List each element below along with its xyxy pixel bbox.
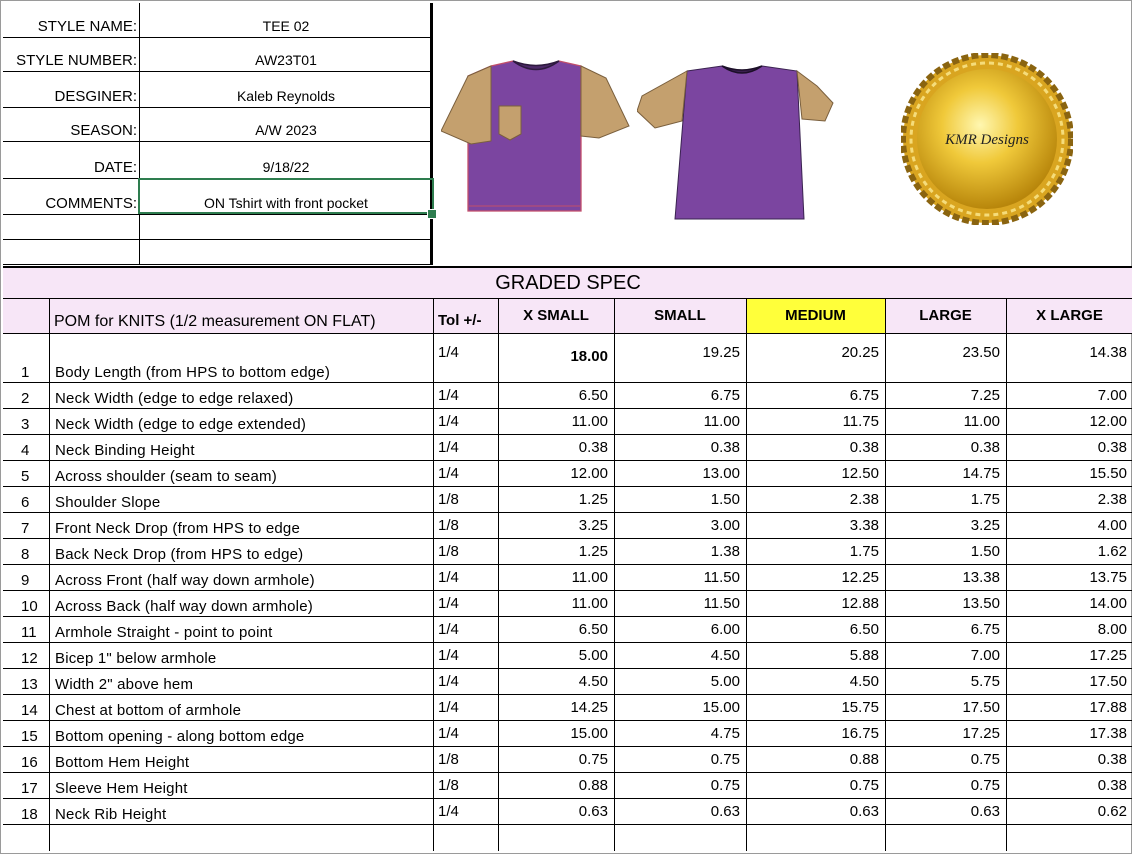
size-value[interactable]: 0.75 <box>970 751 1000 768</box>
size-value[interactable]: 14.00 <box>1089 595 1127 612</box>
pom-description[interactable]: Back Neck Drop (from HPS to edge) <box>55 546 304 563</box>
row-border <box>3 616 1132 617</box>
tolerance-value[interactable]: 1/4 <box>438 344 459 361</box>
info-label: SEASON: <box>70 122 137 139</box>
pom-description[interactable]: Width 2" above hem <box>55 676 194 693</box>
size-value[interactable]: 0.38 <box>1097 751 1127 768</box>
size-value[interactable]: 7.00 <box>1097 387 1127 404</box>
size-value[interactable]: 0.88 <box>849 751 879 768</box>
size-value[interactable]: 3.00 <box>710 517 740 534</box>
size-value[interactable]: 1.25 <box>578 543 608 560</box>
size-value[interactable]: 0.63 <box>849 803 879 820</box>
row-border <box>3 590 1132 591</box>
row-number: 13 <box>21 676 38 693</box>
row-border <box>3 382 1132 383</box>
size-value[interactable]: 17.25 <box>1089 647 1127 664</box>
row-number: 8 <box>21 546 30 563</box>
info-value[interactable]: ON Tshirt with front pocket <box>204 195 368 211</box>
tolerance-value[interactable]: 1/4 <box>438 621 459 638</box>
size-value[interactable]: 4.50 <box>849 673 879 690</box>
pom-description[interactable]: Neck Width (edge to edge extended) <box>55 416 307 433</box>
row-number: 3 <box>21 416 30 433</box>
row-border <box>3 408 1132 409</box>
size-value[interactable]: 18.00 <box>570 348 608 365</box>
size-value[interactable]: 6.50 <box>578 387 608 404</box>
size-value[interactable]: 0.38 <box>970 439 1000 456</box>
size-value[interactable]: 1.38 <box>710 543 740 560</box>
size-header-x-small[interactable]: X SMALL <box>523 307 589 324</box>
column-border <box>498 298 499 851</box>
size-value[interactable]: 13.75 <box>1089 569 1127 586</box>
row-number: 17 <box>21 780 38 797</box>
size-value[interactable]: 6.50 <box>849 621 879 638</box>
size-value[interactable]: 12.00 <box>570 465 608 482</box>
row-border <box>3 642 1132 643</box>
size-value[interactable]: 2.38 <box>1097 491 1127 508</box>
row-border <box>3 720 1132 721</box>
pom-description[interactable]: Front Neck Drop (from HPS to edge <box>55 520 301 537</box>
info-value[interactable]: TEE 02 <box>262 18 310 34</box>
size-value[interactable]: 17.25 <box>962 725 1000 742</box>
info-label: DESGINER: <box>54 88 137 105</box>
row-number: 15 <box>21 728 38 745</box>
pom-description[interactable]: Across shoulder (seam to seam) <box>55 468 277 485</box>
size-value[interactable]: 0.63 <box>578 803 608 820</box>
size-value[interactable]: 8.00 <box>1097 621 1127 638</box>
row-number: 2 <box>21 390 30 407</box>
row-border <box>3 694 1132 695</box>
size-value[interactable]: 12.88 <box>841 595 879 612</box>
size-value[interactable]: 4.50 <box>710 647 740 664</box>
pom-description[interactable]: Neck Binding Height <box>55 442 195 459</box>
tolerance-value[interactable]: 1/4 <box>438 699 459 716</box>
size-value[interactable]: 16.75 <box>841 725 879 742</box>
info-label: COMMENTS: <box>45 195 137 212</box>
size-value[interactable]: 0.75 <box>578 751 608 768</box>
size-value[interactable]: 0.75 <box>970 777 1000 794</box>
pom-header[interactable]: POM for KNITS (1/2 measurement ON FLAT) <box>54 313 376 330</box>
size-value[interactable]: 5.88 <box>849 647 879 664</box>
size-value[interactable]: 1.50 <box>970 543 1000 560</box>
size-value[interactable]: 5.00 <box>710 673 740 690</box>
size-value[interactable]: 17.50 <box>962 699 1000 716</box>
row-number: 12 <box>21 650 38 667</box>
tolerance-value[interactable]: 1/4 <box>438 803 459 820</box>
row-number: 1 <box>21 364 30 381</box>
size-value[interactable]: 3.25 <box>578 517 608 534</box>
info-row <box>3 3 431 38</box>
size-value[interactable]: 0.75 <box>710 777 740 794</box>
size-value[interactable]: 4.00 <box>1097 517 1127 534</box>
size-value[interactable]: 13.00 <box>702 465 740 482</box>
pom-description[interactable]: Bicep 1" below armhole <box>55 650 217 667</box>
info-row <box>3 108 431 142</box>
size-value[interactable]: 1.75 <box>849 543 879 560</box>
info-label: STYLE NUMBER: <box>16 52 137 69</box>
tolerance-value[interactable]: 1/8 <box>438 543 459 560</box>
size-value[interactable]: 5.00 <box>578 647 608 664</box>
spec-header-row <box>3 298 1132 334</box>
tolerance-value[interactable]: 1/4 <box>438 725 459 742</box>
kmr-logo-seal <box>901 53 1073 225</box>
size-value[interactable]: 13.38 <box>962 569 1000 586</box>
pom-description[interactable]: Neck Width (edge to edge relaxed) <box>55 390 294 407</box>
size-value[interactable]: 11.50 <box>703 569 740 586</box>
graded-spec-title: GRADED SPEC <box>495 272 641 294</box>
size-value[interactable]: 17.50 <box>1089 673 1127 690</box>
row-border <box>3 538 1132 539</box>
pom-description[interactable]: Across Front (half way down armhole) <box>55 572 315 589</box>
size-value[interactable]: 6.75 <box>710 387 740 404</box>
size-value[interactable]: 6.50 <box>578 621 608 638</box>
size-value[interactable]: 12.25 <box>841 569 879 586</box>
size-value[interactable]: 15.50 <box>1089 465 1127 482</box>
size-value[interactable]: 0.63 <box>710 803 740 820</box>
size-value[interactable]: 15.75 <box>841 699 879 716</box>
pom-description[interactable]: Shoulder Slope <box>55 494 161 511</box>
row-border <box>3 824 1132 825</box>
info-row <box>3 240 431 265</box>
info-value[interactable]: 9/18/22 <box>262 159 310 175</box>
pom-description[interactable]: Armhole Straight - point to point <box>55 624 273 641</box>
row-border <box>3 512 1132 513</box>
size-value[interactable]: 11.00 <box>571 595 608 612</box>
fill-handle[interactable] <box>427 209 437 219</box>
column-border <box>614 298 615 851</box>
row-number: 14 <box>21 702 38 719</box>
size-value[interactable]: 0.62 <box>1097 803 1127 820</box>
logo-text: KMR Designs <box>945 132 1029 148</box>
row-border <box>3 772 1132 773</box>
row-border <box>3 668 1132 669</box>
size-value[interactable]: 1.25 <box>578 491 608 508</box>
row-border <box>3 564 1132 565</box>
info-label: STYLE NAME: <box>37 18 137 35</box>
row-border <box>3 798 1132 799</box>
column-border <box>433 298 434 851</box>
tshirt-front-sketch <box>441 56 631 221</box>
size-value[interactable]: 0.75 <box>849 777 879 794</box>
size-value[interactable]: 11.00 <box>571 569 608 586</box>
size-value[interactable]: 6.75 <box>849 387 879 404</box>
size-value[interactable]: 6.00 <box>710 621 740 638</box>
size-value[interactable]: 15.00 <box>570 725 608 742</box>
size-value[interactable]: 2.38 <box>849 491 879 508</box>
tolerance-value[interactable]: 1/4 <box>438 465 459 482</box>
row-number: 5 <box>21 468 30 485</box>
size-value[interactable]: 0.63 <box>970 803 1000 820</box>
info-column-divider <box>139 3 140 265</box>
pom-description[interactable]: Chest at bottom of armhole <box>55 702 242 719</box>
tolerance-value[interactable]: 1/8 <box>438 751 459 768</box>
pom-description[interactable]: Across Back (half way down armhole) <box>55 598 313 615</box>
pom-description[interactable]: Body Length (from HPS to bottom edge) <box>55 364 331 381</box>
tolerance-value[interactable]: 1/4 <box>438 387 459 404</box>
size-value[interactable]: 0.38 <box>1097 777 1127 794</box>
tolerance-value[interactable]: 1/4 <box>438 673 459 690</box>
size-value[interactable]: 14.25 <box>570 699 608 716</box>
pom-description[interactable]: Neck Rib Height <box>55 806 167 823</box>
size-value[interactable]: 13.50 <box>962 595 1000 612</box>
size-value[interactable]: 0.38 <box>578 439 608 456</box>
row-number: 11 <box>21 624 37 641</box>
row-number: 10 <box>21 598 38 615</box>
tolerance-header[interactable]: Tol +/- <box>438 312 482 329</box>
size-value[interactable]: 15.00 <box>702 699 740 716</box>
pom-description[interactable]: Sleeve Hem Height <box>55 780 188 797</box>
column-border <box>885 298 886 851</box>
tolerance-value[interactable]: 1/8 <box>438 491 459 508</box>
info-row <box>3 72 431 108</box>
size-value[interactable]: 0.75 <box>710 751 740 768</box>
row-number: 18 <box>21 806 38 823</box>
size-value[interactable]: 19.25 <box>702 344 740 361</box>
info-image-divider <box>430 3 433 265</box>
info-row <box>3 142 431 179</box>
column-border <box>49 298 50 851</box>
row-border <box>3 434 1132 435</box>
info-value[interactable]: Kaleb Reynolds <box>236 88 336 104</box>
column-border <box>746 298 747 851</box>
info-row <box>3 38 431 72</box>
info-value[interactable]: AW23T01 <box>255 52 317 68</box>
size-value[interactable]: 1.75 <box>970 491 1000 508</box>
size-value[interactable]: 14.75 <box>962 465 1000 482</box>
size-header-medium[interactable]: MEDIUM <box>746 299 885 333</box>
tolerance-value[interactable]: 1/4 <box>438 647 459 664</box>
size-value[interactable]: 7.25 <box>970 387 1000 404</box>
size-value[interactable]: 0.38 <box>1097 439 1127 456</box>
size-value[interactable]: 17.88 <box>1089 699 1127 716</box>
size-header-x-large[interactable]: X LARGE <box>1036 307 1103 324</box>
row-border <box>3 460 1132 461</box>
size-header-small[interactable]: SMALL <box>654 307 706 324</box>
info-label: DATE: <box>93 159 137 176</box>
size-value[interactable]: 14.38 <box>1089 344 1127 361</box>
tolerance-value[interactable]: 1/4 <box>438 569 459 586</box>
pom-description[interactable]: Bottom opening - along bottom edge <box>55 728 305 745</box>
size-value[interactable]: 11.50 <box>703 595 740 612</box>
row-border <box>3 746 1132 747</box>
info-value[interactable]: A/W 2023 <box>255 122 317 138</box>
row-number: 6 <box>21 494 30 511</box>
size-value[interactable]: 4.75 <box>710 725 740 742</box>
tolerance-value[interactable]: 1/8 <box>438 777 459 794</box>
size-value[interactable]: 20.25 <box>841 344 879 361</box>
size-value[interactable]: 5.75 <box>970 673 1000 690</box>
size-value[interactable]: 1.62 <box>1097 543 1127 560</box>
selected-cell-outline <box>138 178 434 214</box>
row-border <box>3 486 1132 487</box>
size-value[interactable]: 3.25 <box>970 517 1000 534</box>
graded-spec-title-band <box>3 266 1132 298</box>
size-value[interactable]: 6.75 <box>970 621 1000 638</box>
size-value[interactable]: 17.38 <box>1089 725 1127 742</box>
size-value[interactable]: 12.00 <box>1089 413 1127 430</box>
size-value[interactable]: 11.00 <box>571 413 608 430</box>
size-value[interactable]: 11.75 <box>842 413 879 430</box>
tolerance-value[interactable]: 1/4 <box>438 413 459 430</box>
size-value[interactable]: 11.00 <box>703 413 740 430</box>
size-value[interactable]: 11.00 <box>963 413 1000 430</box>
size-value[interactable]: 0.38 <box>710 439 740 456</box>
column-border <box>1006 298 1007 851</box>
tolerance-value[interactable]: 1/4 <box>438 439 459 456</box>
size-header-large[interactable]: LARGE <box>919 307 972 324</box>
size-value[interactable]: 3.38 <box>849 517 879 534</box>
pom-description[interactable]: Bottom Hem Height <box>55 754 190 771</box>
tshirt-back-sketch <box>637 56 837 221</box>
info-row <box>3 215 431 240</box>
size-value[interactable]: 1.50 <box>710 491 740 508</box>
size-value[interactable]: 4.50 <box>578 673 608 690</box>
tolerance-value[interactable]: 1/4 <box>438 595 459 612</box>
size-value[interactable]: 12.50 <box>841 465 879 482</box>
row-number: 9 <box>21 572 30 589</box>
tolerance-value[interactable]: 1/8 <box>438 517 459 534</box>
size-value[interactable]: 0.88 <box>578 777 608 794</box>
size-value[interactable]: 23.50 <box>962 344 1000 361</box>
row-number: 4 <box>21 442 30 459</box>
row-number: 16 <box>21 754 38 771</box>
size-value[interactable]: 0.38 <box>849 439 879 456</box>
row-number: 7 <box>21 520 30 537</box>
size-value[interactable]: 7.00 <box>970 647 1000 664</box>
